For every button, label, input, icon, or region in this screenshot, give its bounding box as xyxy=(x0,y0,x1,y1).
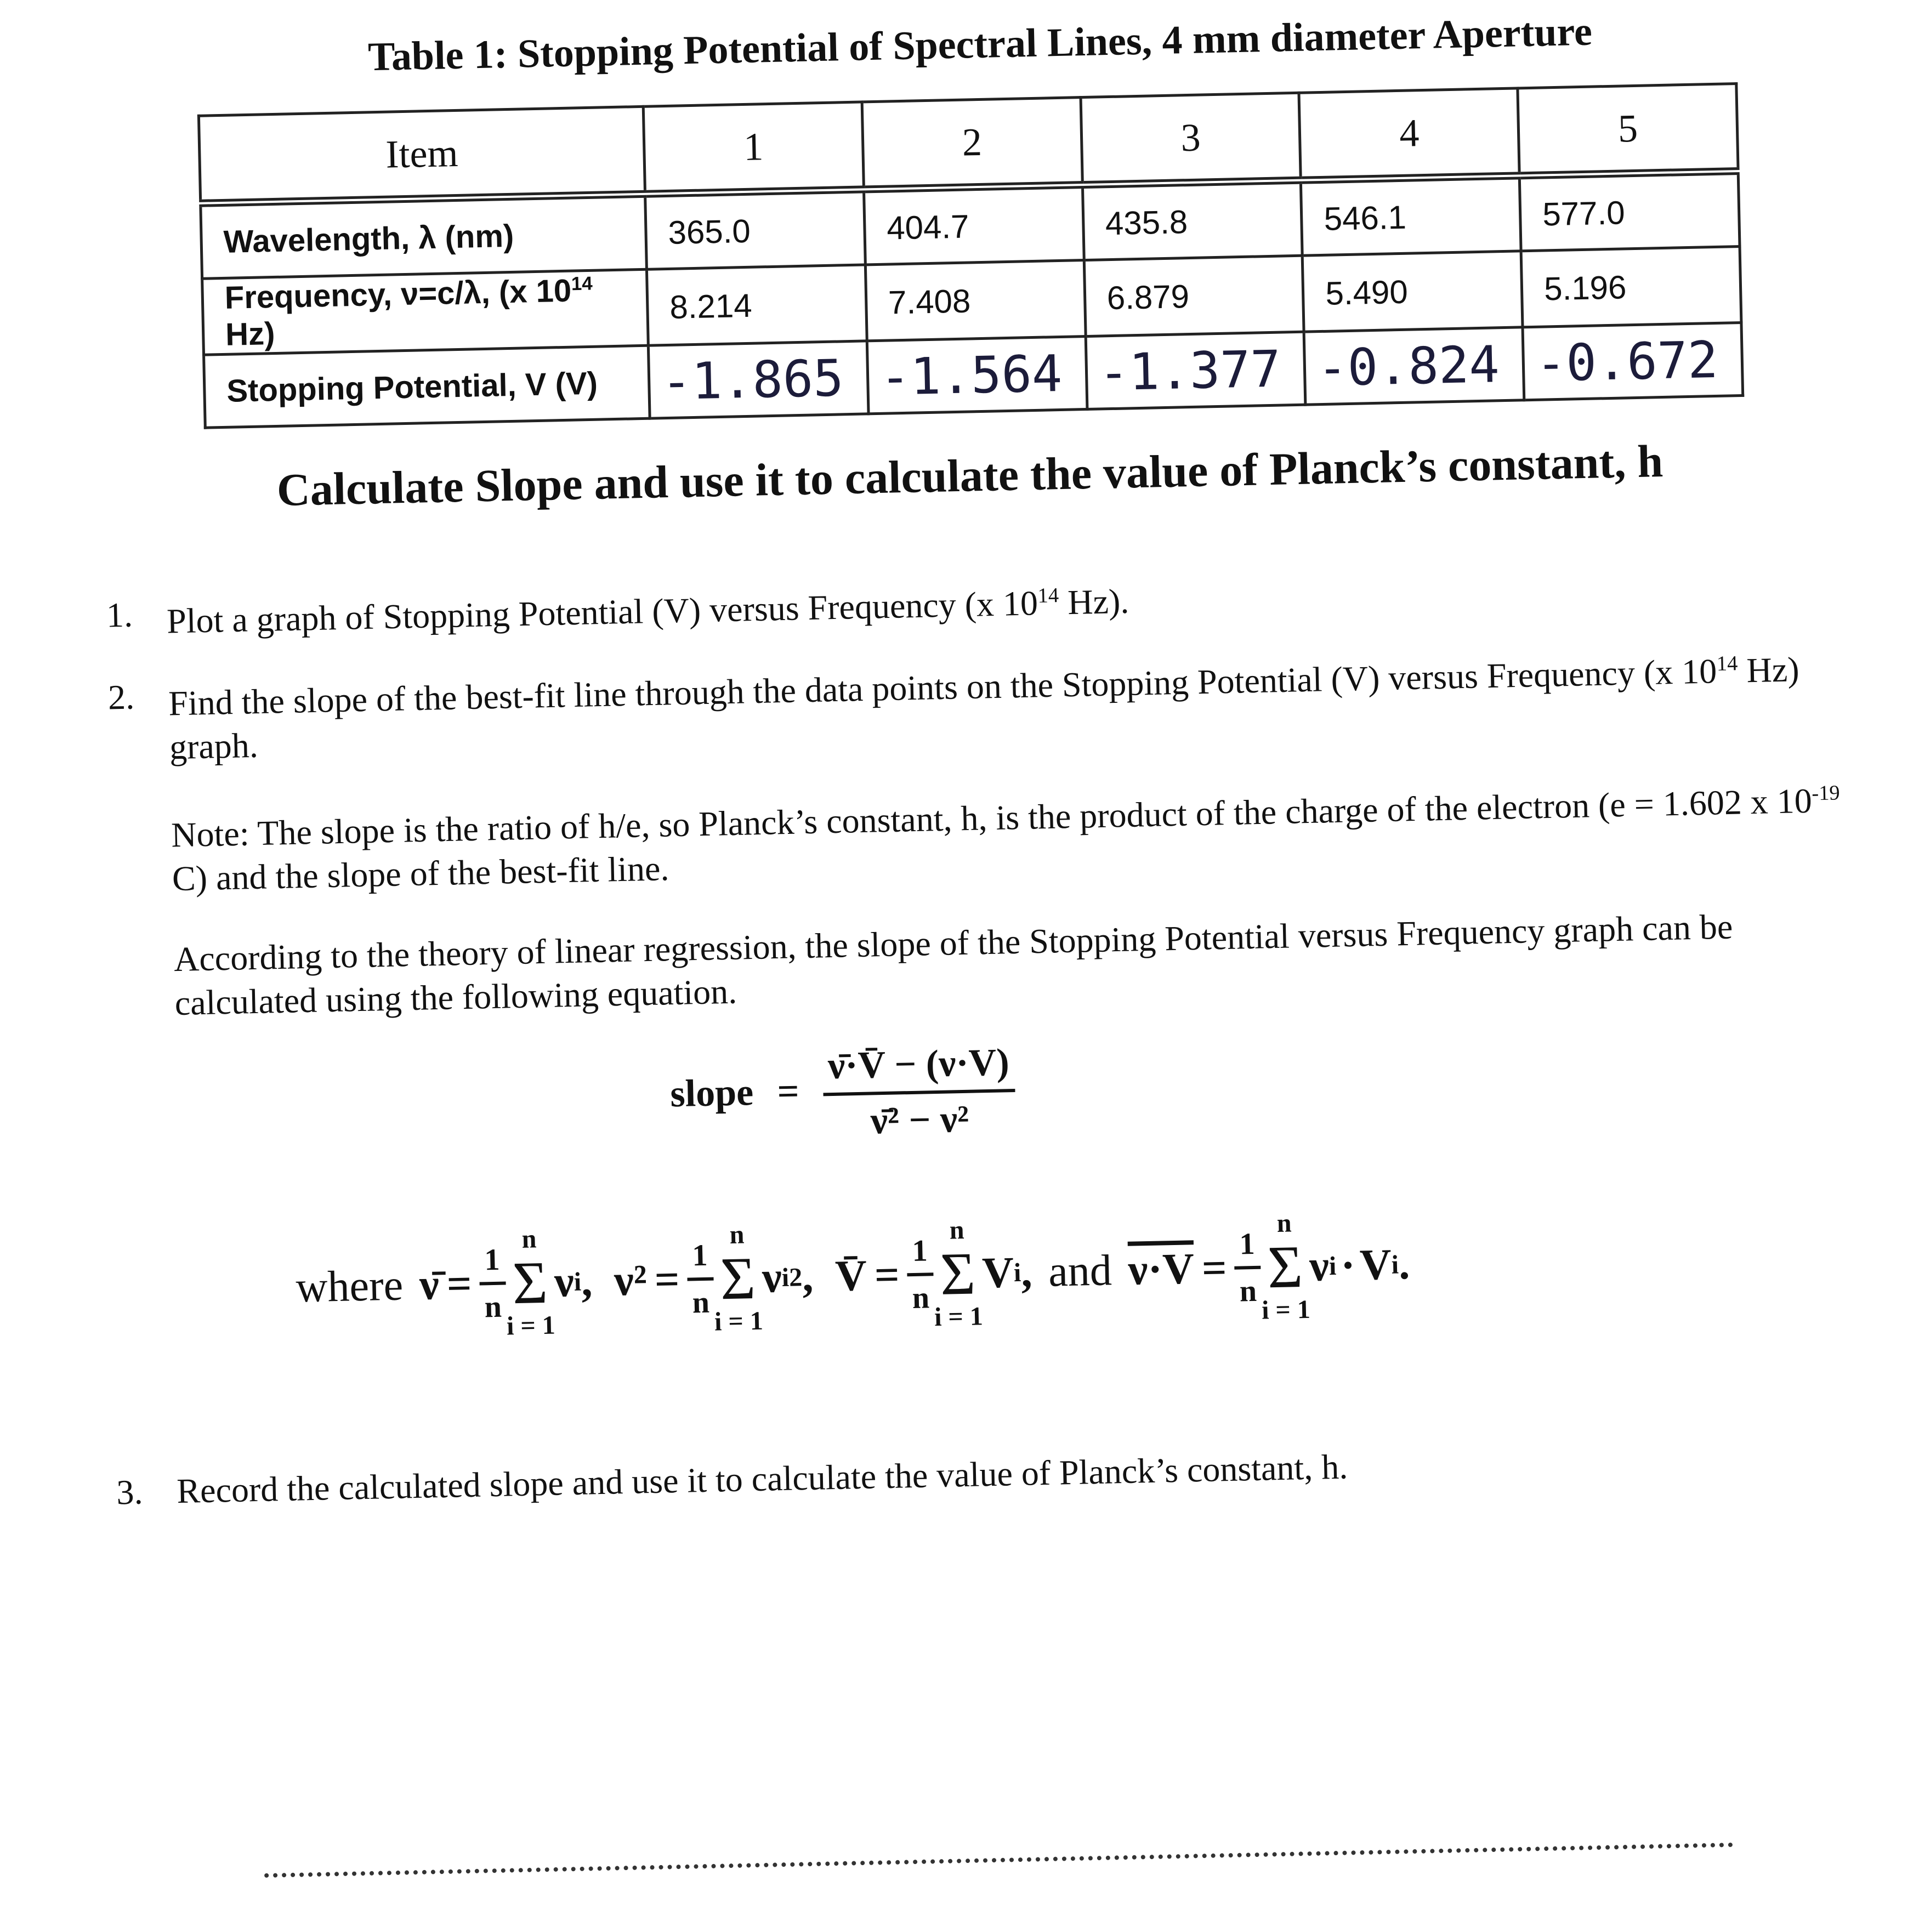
term-v: V xyxy=(1359,1240,1392,1289)
slope-label: slope xyxy=(669,1071,754,1116)
note-paragraph xyxy=(171,771,1850,901)
term-nu: ν xyxy=(554,1257,575,1306)
instruction-step-1 xyxy=(106,559,1757,643)
header-col-5: 5 xyxy=(1518,84,1738,176)
note-text: C) and the slope of the best-fit line. xyxy=(172,849,670,899)
step-text: Hz) graph. xyxy=(169,650,1800,767)
header-col-3: 3 xyxy=(1081,93,1301,185)
sum-lower-limit: i = 1 xyxy=(1261,1294,1311,1325)
answer-line[interactable] xyxy=(264,1843,1734,1878)
nu-squared-bar-symbol: ν² xyxy=(614,1255,648,1305)
frequency-label-exponent: 14 xyxy=(571,272,593,295)
table-cell: 6.879 xyxy=(1084,255,1304,336)
fraction-denominator: n xyxy=(484,1289,502,1325)
term-nu-squared: ν xyxy=(762,1253,782,1302)
summation xyxy=(712,1221,763,1336)
sum-upper-limit: n xyxy=(1276,1208,1292,1238)
sum-lower-limit: i = 1 xyxy=(506,1310,556,1341)
fraction-denominator: n xyxy=(912,1281,930,1316)
row-label-stopping-potential: Stopping Potential, V (V) xyxy=(204,345,650,428)
step-number: 3. xyxy=(116,1472,144,1512)
subscript-i: i xyxy=(1328,1251,1337,1281)
slope-formula xyxy=(669,1041,1017,1147)
handwritten-cell: -1.564 xyxy=(867,337,1087,414)
subscript-i: i xyxy=(1013,1258,1021,1287)
fraction-numerator: 1 xyxy=(686,1238,714,1281)
one-over-n xyxy=(1234,1226,1262,1309)
step-text: Plot a graph of Stopping Potential (V) versus Frequency (x 10 xyxy=(166,583,1038,641)
one-over-n xyxy=(686,1238,714,1321)
table-cell: 8.214 xyxy=(646,265,867,345)
table-cell: 435.8 xyxy=(1082,180,1303,260)
subscript-i: i xyxy=(574,1267,582,1297)
one-over-n xyxy=(906,1233,934,1316)
sigma-icon: Σ xyxy=(939,1240,976,1308)
row-label-wavelength: Wavelength, λ (nm) xyxy=(201,194,647,279)
subscript-i: i xyxy=(1391,1249,1399,1280)
handwritten-cell: -1.865 xyxy=(648,341,868,418)
equals-sign: = xyxy=(873,1251,900,1299)
table-cell: 5.196 xyxy=(1521,246,1741,327)
step-text: Hz). xyxy=(1058,581,1129,622)
section-heading: Calculate Slope and use it to calculate the value of Planck’s constant, h xyxy=(276,436,1663,516)
equals-sign: = xyxy=(1201,1243,1228,1293)
table-title: Table 1: Stopping Potential of Spectral Lines, 4 mm diameter Aperture xyxy=(367,9,1593,80)
header-col-1: 1 xyxy=(643,102,864,194)
definitions-formula: where ν̄ = $\frac{1}{n}$ n Σ i = 1 ν i , ν² = $\frac{1}{n}$ n Σ i = 1 ν i 2 , V̄ = $\frac{1}{n}$ n Σ i = 1 V i , and ν·V = $\frac{1}{n}$ n Σ i = 1 ν i · V i . xyxy=(295,1208,1410,1341)
term-nu: ν xyxy=(1309,1241,1330,1291)
fraction-numerator: 1 xyxy=(906,1233,934,1276)
handwritten-cell: -0.672 xyxy=(1523,322,1743,400)
header-col-2: 2 xyxy=(862,98,1082,190)
header-item: Item xyxy=(198,106,645,203)
sum-upper-limit: n xyxy=(949,1215,965,1245)
sigma-icon: Σ xyxy=(719,1245,757,1312)
sum-lower-limit: i = 1 xyxy=(714,1306,764,1337)
table-cell: 7.408 xyxy=(865,260,1086,341)
table-cell: 546.1 xyxy=(1301,175,1521,255)
fraction-numerator: 1 xyxy=(479,1242,506,1286)
handwritten-cell: -0.824 xyxy=(1304,327,1524,405)
frequency-label-prefix: Frequency, ν=c/λ, (x 10 xyxy=(224,272,572,316)
fraction-denominator: n xyxy=(692,1285,710,1320)
sum-lower-limit: i = 1 xyxy=(934,1302,984,1332)
sum-upper-limit: n xyxy=(521,1224,537,1254)
nu-bar-symbol: ν̄ xyxy=(419,1260,440,1309)
superscript-2: 2 xyxy=(788,1262,803,1292)
equals-sign: = xyxy=(776,1070,800,1113)
equals-sign: = xyxy=(654,1255,680,1304)
frequency-label-suffix: Hz) xyxy=(225,315,276,353)
sum-upper-limit: n xyxy=(729,1220,745,1249)
where-label: where xyxy=(295,1260,404,1312)
one-over-n xyxy=(479,1242,507,1325)
step-number: 1. xyxy=(106,595,133,635)
table-cell: 577.0 xyxy=(1519,171,1740,251)
fraction-denominator: n xyxy=(1239,1274,1257,1309)
stopping-potential-table xyxy=(197,82,1744,429)
step-number: 2. xyxy=(107,677,135,717)
table-cell: 404.7 xyxy=(864,185,1084,265)
summation xyxy=(932,1217,983,1331)
instruction-step-2 xyxy=(107,639,1847,769)
v-bar-symbol: V̄ xyxy=(834,1251,867,1300)
fraction-numerator: 1 xyxy=(1234,1226,1261,1270)
step-exponent: 14 xyxy=(1716,652,1738,676)
note-exponent: -19 xyxy=(1811,781,1841,805)
regression-paragraph: According to the theory of linear regression, the slope of the Stopping Potential versus Frequency graph can be calculated using the following equation. xyxy=(173,907,1733,1023)
equals-sign: = xyxy=(446,1259,473,1309)
header-col-4: 4 xyxy=(1299,88,1519,180)
slope-denominator: ν̄² − ν² xyxy=(870,1098,969,1143)
term-v: V xyxy=(981,1248,1014,1297)
summation xyxy=(1259,1210,1310,1324)
slope-fraction xyxy=(822,1041,1016,1144)
instruction-step-3 xyxy=(116,1435,1822,1513)
row-label-frequency xyxy=(202,269,649,355)
subscript-i: i xyxy=(781,1263,790,1292)
sigma-icon: Σ xyxy=(1267,1233,1304,1301)
table-cell: 5.490 xyxy=(1303,251,1523,332)
table-cell: 365.0 xyxy=(645,189,866,269)
summation xyxy=(504,1226,555,1340)
step-text: Find the slope of the best-fit line through the data points on the Stopping Potential (V) versus Frequency (x 10 xyxy=(168,651,1717,723)
and-label: and xyxy=(1048,1246,1112,1296)
note-text: Note: The slope is the ratio of h/e, so Planck’s constant, h, is the product of the charge of the electron (e = 1.602 x 10 xyxy=(171,781,1813,855)
slope-numerator: ν̄·V̄ − (ν·V) xyxy=(822,1041,1015,1096)
step-text: Record the calculated slope and use it to calculate the value of Planck’s constant, h. xyxy=(176,1447,1348,1511)
sigma-icon: Σ xyxy=(512,1248,549,1317)
handwritten-cell: -1.377 xyxy=(1086,332,1305,409)
nu-v-bar-symbol: ν·V xyxy=(1127,1244,1195,1294)
step-exponent: 14 xyxy=(1037,584,1059,607)
